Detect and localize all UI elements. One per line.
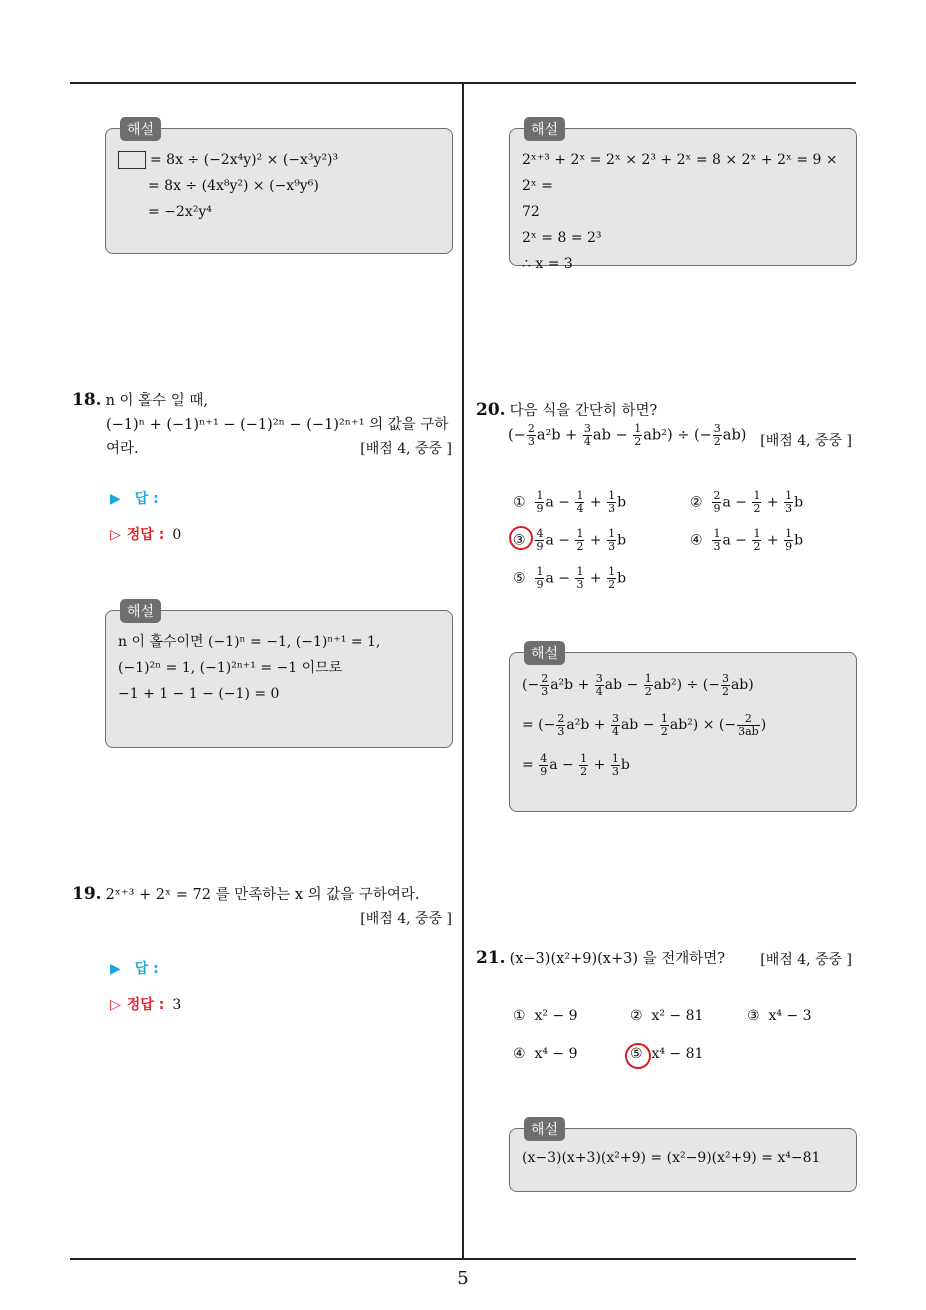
question-text: (x−3)(x²+9)(x+3) 을 전개하면?: [509, 951, 726, 967]
solution-line: (−1)²ⁿ = 1, (−1)²ⁿ⁺¹ = −1 이므로: [118, 660, 343, 676]
bottom-rule: [70, 1258, 856, 1260]
solution-line: = 8x ÷ (−2x⁴y)² × (−x³y²)³: [118, 147, 440, 173]
solution-line: n 이 홀수이면 (−1)ⁿ = −1, (−1)ⁿ⁺¹ = 1,: [118, 634, 381, 650]
answer-label: 답 :: [134, 491, 159, 507]
question-text: n 이 홀수 일 때,: [105, 393, 208, 409]
correct-label: 정답 :: [126, 527, 165, 543]
choice-2[interactable]: ② x² − 81: [630, 1008, 704, 1024]
choice-4[interactable]: ④ x⁴ − 9: [513, 1046, 578, 1062]
solution-box-18: [105, 604, 453, 748]
solution-line: = −2x²y⁴: [148, 204, 212, 220]
correct-answer-18: [110, 524, 181, 544]
solution-line: −1 + 1 − 1 − (−1) = 0: [118, 686, 280, 702]
solution-line: = 8x ÷ (4x⁸y²) × (−x⁹y⁶): [148, 178, 319, 194]
choice-1[interactable]: ① x² − 9: [513, 1008, 578, 1024]
choice-5[interactable]: ⑤ $\frac{1}{9}$ a − $\frac{1}{3}$ + $\frac{1}{2}$ b: [513, 565, 627, 591]
correct-answer-19: [110, 994, 181, 1014]
solution-line: 72: [522, 204, 540, 220]
solution-box-19: [509, 122, 857, 272]
choice-3[interactable]: ③ x⁴ − 3: [747, 1008, 812, 1024]
score-meta: [배점 4, 중중 ]: [760, 952, 852, 968]
score-meta: [배점 4, 중중 ]: [360, 911, 452, 927]
solution-line: (− $\frac{2}{3}$ a²b + $\frac{3}{4}$ ab − $\frac{1}{2}$ ab²) ÷ (− $\frac{3}{2}$ ab): [522, 671, 754, 698]
selected-circle: [509, 526, 533, 550]
solution-line: 2ˣ = 8 = 2³: [522, 230, 602, 246]
solution-tag: 해설: [524, 117, 565, 141]
blank-box: [118, 151, 146, 169]
solution-box-17: [105, 122, 453, 254]
solution-box-20: [509, 646, 857, 812]
play-icon: ▶: [110, 491, 121, 507]
selected-circle: [625, 1043, 651, 1069]
page-number: 5: [457, 1268, 469, 1289]
answer-line-18: [110, 488, 159, 508]
column-divider: [462, 82, 464, 1258]
answer-label: 답 :: [134, 961, 159, 977]
solution-line: = (− $\frac{2}{3}$ a²b + $\frac{3}{4}$ ab − $\frac{1}{2}$ ab²) × (− $\frac{2}{3ab}$ ): [522, 711, 767, 738]
correct-value: 0: [172, 527, 182, 543]
solution-line: = $\frac{4}{9}$ a − $\frac{1}{2}$ + $\frac{1}{3}$ b: [522, 751, 630, 778]
correct-value: 3: [172, 997, 182, 1013]
solution-tag: 해설: [120, 599, 161, 623]
choice-5[interactable]: ⑤ x⁴ − 81: [630, 1046, 703, 1062]
solution-line: (x−3)(x+3)(x²+9) = (x²−9)(x²+9) = x⁴−81: [522, 1150, 821, 1166]
score-meta: [배점 4, 중중 ]: [760, 433, 852, 449]
question-expression: (− $\frac{2}{3}$ a²b + $\frac{3}{4}$ ab − $\frac{1}{2}$ ab²) ÷ (− $\frac{3}{2}$ ab) [배점 4, 중중 ]: [476, 423, 856, 448]
play-icon: ▶: [110, 961, 121, 977]
question-number: 19.: [72, 884, 102, 904]
question-20: [476, 398, 856, 448]
correct-label: 정답 :: [126, 997, 165, 1013]
choice-3[interactable]: ③ $\frac{4}{9}$ a − $\frac{1}{2}$ + $\frac{1}{3}$ b: [513, 528, 626, 553]
question-18: [72, 388, 456, 461]
score-meta: [배점 4, 중중 ]: [360, 441, 452, 457]
triangle-outline-icon: ▷: [110, 997, 121, 1013]
question-number: 18.: [72, 390, 102, 410]
question-number: 21.: [476, 948, 506, 968]
answer-line-19: [110, 958, 159, 978]
solution-tag: 해설: [524, 641, 565, 665]
choice-2[interactable]: ② $\frac{2}{9}$ a − $\frac{1}{2}$ + $\frac{1}{3}$ b: [690, 489, 804, 515]
solution-line: ∴ x = 3: [522, 256, 573, 272]
question-text: 여라.: [106, 441, 139, 457]
solution-line: 2ˣ⁺³ + 2ˣ = 2ˣ × 2³ + 2ˣ = 8 × 2ˣ + 2ˣ = 9 × 2ˣ =: [522, 152, 838, 194]
question-text: 다음 식을 간단히 하면?: [509, 403, 658, 419]
question-19: [72, 882, 456, 931]
choice-4[interactable]: ④ $\frac{1}{3}$ a − $\frac{1}{2}$ + $\frac{1}{9}$ b: [690, 527, 804, 553]
solution-box-21: [509, 1122, 857, 1192]
question-number: 20.: [476, 400, 506, 420]
solution-tag: 해설: [524, 1117, 565, 1141]
choice-1[interactable]: ① $\frac{1}{9}$ a − $\frac{1}{4}$ + $\frac{1}{3}$ b: [513, 489, 627, 515]
triangle-outline-icon: ▷: [110, 527, 121, 543]
question-text: 2ˣ⁺³ + 2ˣ = 72 를 만족하는 x 의 값을 구하여라.: [105, 887, 420, 903]
question-21: [476, 946, 856, 971]
question-text: (−1)ⁿ + (−1)ⁿ⁺¹ − (−1)²ⁿ − (−1)²ⁿ⁺¹ 의 값을 구하: [106, 417, 449, 433]
solution-tag: 해설: [120, 117, 161, 141]
